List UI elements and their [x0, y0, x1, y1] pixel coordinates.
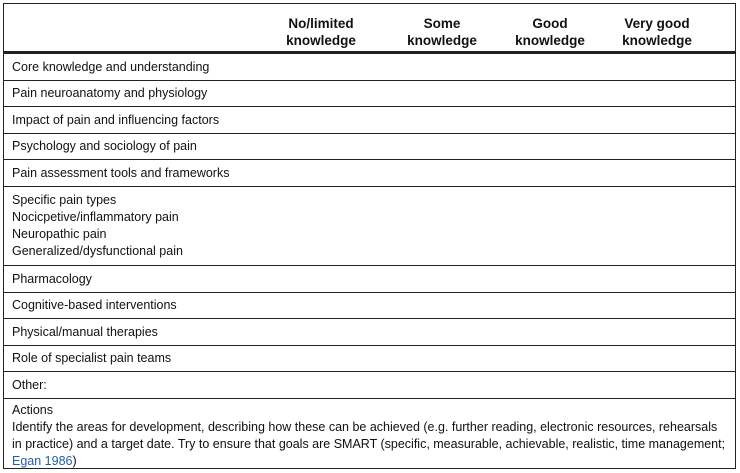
row-label: Pain assessment tools and frameworks [12, 165, 230, 180]
specific-pain-type-item: Generalized/dysfunctional pain [12, 244, 183, 258]
specific-pain-types-row [4, 187, 735, 266]
table-row [4, 107, 735, 134]
actions-description [12, 419, 729, 470]
row-label: Cognitive-based interventions [12, 298, 177, 312]
actions-row [4, 399, 735, 469]
row-label: Physical/manual therapies [12, 324, 158, 339]
header-good-knowledge: Good knowledge [515, 16, 585, 48]
row-label: Psychology and sociology of pain [12, 139, 197, 153]
table-row [4, 346, 735, 372]
table-row [4, 319, 735, 346]
egan-1986-link[interactable]: Egan 1986 [12, 454, 73, 468]
table-row [4, 160, 735, 187]
header-no-limited-knowledge: No/limited knowledge [286, 16, 356, 48]
header-some-knowledge: Some knowledge [407, 16, 477, 48]
table-row [4, 266, 735, 293]
specific-pain-type-item: Neuropathic pain [12, 227, 107, 241]
actions-text: Identify the areas for development, describing how these can be achieved (e.g. further reading, electronic resources, rehearsals in practice) and a target date. Try to ensure that goals are SMART (specific, measurable, achievable, realistic, time management; [12, 420, 726, 451]
specific-pain-types-title: Specific pain types [12, 193, 117, 207]
table-header [4, 4, 735, 54]
table-row [4, 293, 735, 319]
row-label: Impact of pain and influencing factors [12, 112, 220, 127]
row-label: Core knowledge and understanding [12, 59, 210, 74]
actions-title: Actions [12, 403, 53, 417]
table-row [4, 134, 735, 160]
table-row [4, 81, 735, 107]
row-label: Pain neuroanatomy and physiology [12, 86, 208, 100]
table-row [4, 54, 735, 81]
row-label: Pharmacology [12, 271, 92, 286]
row-label: Role of specialist pain teams [12, 351, 172, 365]
knowledge-assessment-table [3, 3, 736, 469]
table-row [4, 372, 735, 399]
header-very-good-knowledge: Very good knowledge [622, 16, 692, 48]
row-label: Other: [12, 377, 47, 392]
actions-suffix: ) [72, 454, 77, 468]
specific-pain-type-item: Nocicpetive/inflammatory pain [12, 210, 179, 224]
